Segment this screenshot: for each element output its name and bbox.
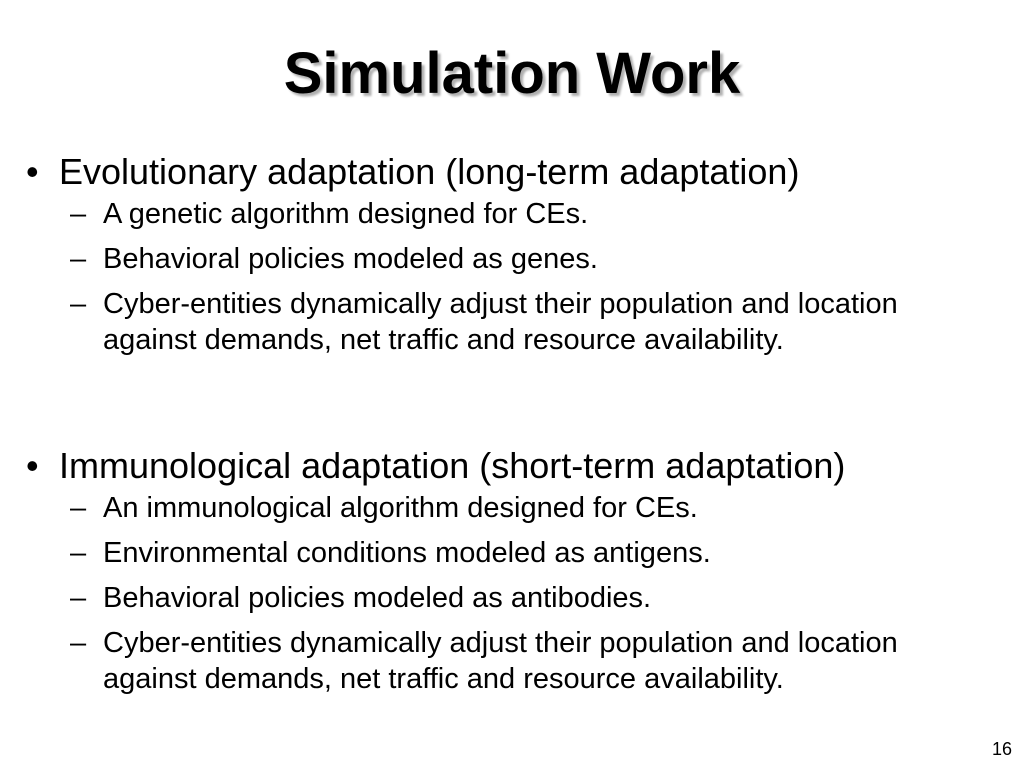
sub-bullet-item [70, 625, 1016, 697]
sub-bullet-item [70, 286, 1016, 358]
sub-bullet-list [70, 490, 1016, 697]
bullet-section-evolutionary [26, 150, 1016, 367]
sub-bullet-item [70, 490, 1016, 526]
sub-bullet-text: An immunological algorithm designed for CEs. [103, 492, 698, 524]
bullet-section-immunological [26, 444, 1016, 706]
dash-icon: – [70, 243, 87, 275]
dash-icon: – [70, 492, 87, 524]
sub-bullet-text: Behavioral policies modeled as genes. [103, 243, 598, 275]
sub-bullet-list [70, 196, 1016, 358]
sub-bullet-item [70, 580, 1016, 616]
bullet-item [26, 444, 1016, 488]
sub-bullet-item [70, 241, 1016, 277]
sub-bullet-text: Cyber-entities dynamically adjust their population and location against demands, net traffic and resource availability. [103, 627, 898, 695]
sub-bullet-item [70, 535, 1016, 571]
slide-title: Simulation Work [283, 41, 741, 106]
sub-bullet-text: Cyber-entities dynamically adjust their population and location against demands, net traffic and resource availability. [103, 288, 898, 356]
bullet-icon: • [26, 151, 39, 192]
sub-bullet-text: Behavioral policies modeled as antibodies. [103, 582, 652, 614]
bullet-text: Evolutionary adaptation (long-term adaptation) [59, 151, 800, 192]
bullet-text: Immunological adaptation (short-term adaptation) [59, 445, 846, 486]
slide-number: 16 [991, 739, 1012, 759]
bullet-item [26, 150, 1016, 194]
sub-bullet-item [70, 196, 1016, 232]
dash-icon: – [70, 627, 87, 659]
sub-bullet-text: Environmental conditions modeled as antigens. [103, 537, 711, 569]
bullet-icon: • [26, 445, 39, 486]
dash-icon: – [70, 582, 87, 614]
dash-icon: – [70, 537, 87, 569]
sub-bullet-text: A genetic algorithm designed for CEs. [103, 198, 589, 230]
dash-icon: – [70, 198, 87, 230]
dash-icon: – [70, 288, 87, 320]
